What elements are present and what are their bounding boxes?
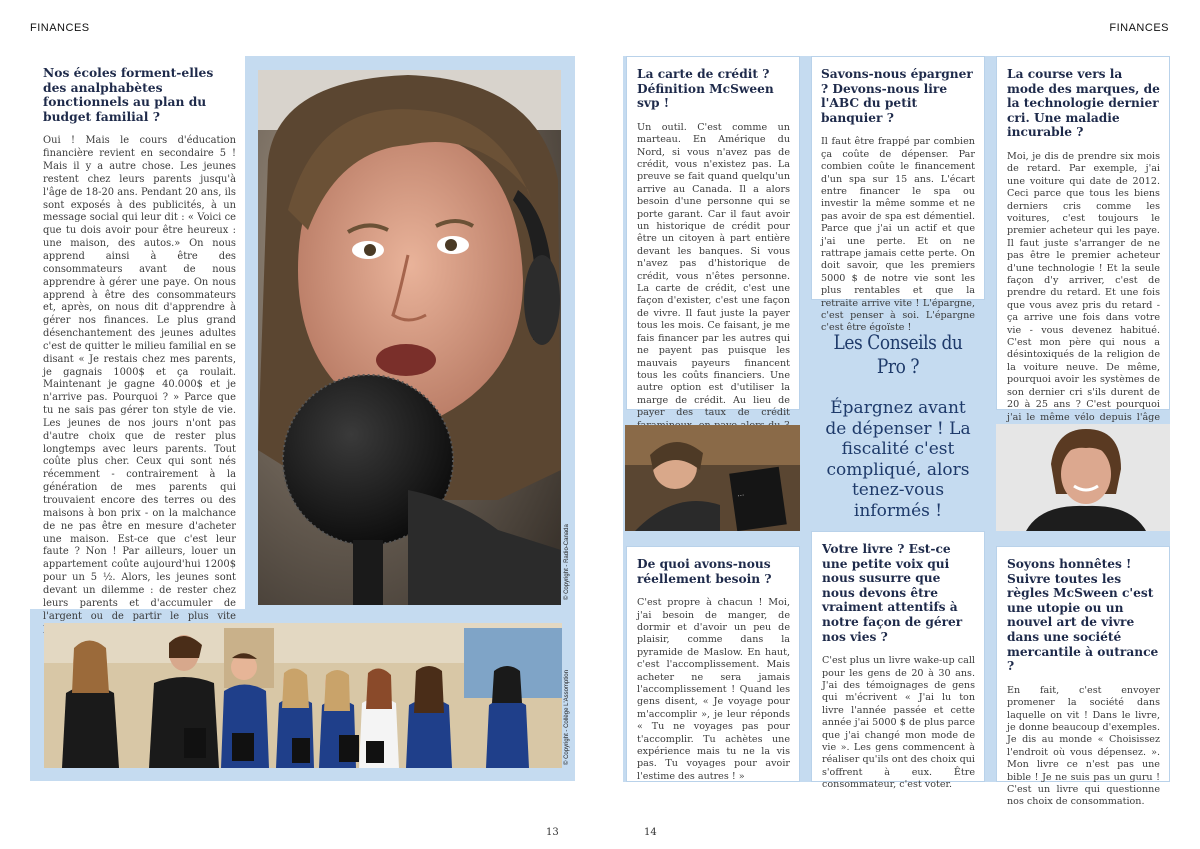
book-photo-illustration — [625, 425, 800, 531]
needs-body: C'est propre à chacun ! Moi, j'ai besoin de manger, de dormir et d'avoir un peu de plaisir, comme dans la pyramide de Maslow. En haut, c'est l'accomplissement. Mais acheter ne sera jamais l'accomplissement ! Quand les gens disent, « Je voyage pour m'accomplir », je leur réponds « Tu ne voyages pas pour t'accomplir. Tu achètes une expérience mais tu ne la vis pas. Tu voyages pour avoir l'estime des autres ! » — [637, 597, 790, 782]
savings-title: Savons-nous épargner ? Devons-nous lire l'ABC du petit banquier ? — [821, 67, 973, 125]
brands-box — [996, 56, 1170, 423]
section-header-left: FINANCES — [30, 22, 90, 34]
honest-box — [996, 546, 1170, 808]
article-title: Nos écoles forment-elles des analphabètes fonctionnels au plan du budget familial ? — [43, 65, 214, 124]
book-box — [811, 531, 985, 791]
pro-tips-text: Épargnez avant de dépenser ! La fiscalité c'est compliqué, alors tenez-vous informés ! — [825, 398, 971, 521]
portrait-credit: © Copyright - Radio-Canada — [564, 524, 570, 600]
honest-title: Soyons honnêtes ! Suivre toutes les règles McSween c'est une utopie ou un nouvel art de vivre dans une société mercantile à outrance ? — [1007, 557, 1159, 674]
needs-box — [626, 546, 800, 782]
pro-tips-title: Les Conseils du Pro ? — [833, 330, 963, 378]
honest-body: En fait, c'est envoyer promener la société dans laquelle on vit ! Dans le livre, je donne beaucoup d'exemples. Je dis au monde « Choisissez l'endroit où vous dépensez. ». Mon livre ce n'est pas une bible ! Je ne suis pas un guru ! C'est un livre qui questionne nos choix de consommation. — [1007, 684, 1160, 808]
brands-body: Moi, je dis de prendre six mois de retard. Par exemple, j'ai une voiture qui date de 2012. Ceci parce que tous les biens derniers cris comme les voitures, c'est toujours le premier acheteur qui les paye. Il faut juste s'arranger de ne pas être le premier acheteur d'une technologie ! Et la seule façon d'y arriver, c'est de prendre du retard. Et une fois que vous avez pris du retard - ça arrive une fois dans votre vie - vous devenez habitué. C'est mon père qui nous a désintoxiqués de la religion de la voiture neuve. De même, pourquoi avoir les systèmes de son dernier cri s'ils durent de 20 à 25 ans ? C'est pourquoi j'ai le même vélo depuis l'âge — [1007, 150, 1160, 423]
book-body: C'est plus un livre wake-up call pour les gens de 20 à 30 ans. J'ai des témoignages de gens qui m'écrivent « J'ai lu ton livre l'année passée et cette année j'ai 5000 $ de plus parce que j'ai changé mon mode de vie ». Les gens commencent à réaliser qu'ils ont des choix qui s'offrent à eux. Être consommateur, c'est voter. — [822, 655, 975, 791]
svg-text:···: ··· — [736, 491, 745, 500]
brands-title: La course vers la mode des marques, de la technologie dernier cri. Une maladie incurable ? — [1007, 67, 1160, 140]
portrait-illustration — [258, 70, 561, 605]
group-illustration — [44, 623, 562, 768]
interview-article-box — [30, 56, 245, 622]
needs-title: De quoi avons-nous réellement besoin ? — [637, 557, 772, 586]
pro-tips — [811, 320, 985, 520]
page-number-right: 14 — [644, 827, 657, 838]
savings-box — [811, 56, 985, 334]
book-photo — [625, 425, 800, 531]
credit-card-title: La carte de crédit ? Définition McSween svp ! — [637, 67, 774, 111]
credit-card-body: Un outil. C'est comme un marteau. En Amérique du Nord, si vous n'avez pas de crédit, vous n'existez pas. La preuve se fait quand quelqu'un arrive au Canada. Il a alors besoin d'une personne qui se porte garant. Car il faut avoir un historique de crédit pour être un citoyen à part entière devant les banques. Si vous n'avez pas d'historique de crédit, vous n'êtes personne. La carte de crédit, c'est une façon d'exister, c'est une façon de vivre. Il faut juste la payer tous les mois. Ce faisant, je me fais financer par les autres qui ne payent pas puisque les mauvais payeurs financent tous les coûts financiers. Une autre option est d'utiliser la marge de crédit. Au lieu de payer des taux de crédit — [637, 121, 790, 419]
group-photo-credit: © Copyright - Collège L'Assomption — [564, 670, 570, 765]
smiling-portrait-illustration — [996, 424, 1170, 531]
portrait-photo — [258, 70, 561, 605]
section-header-right: FINANCES — [1109, 22, 1169, 34]
savings-body: Il faut être frappé par combien ça coûte de dépenser. Par combien coûte le financement d'un spa sur 15 ans. L'écart entre financer le spa ou investir la même somme et ne pas avoir de spa est démentiel. Parce que j'ai un actif et que j'ai une perte. Et on ne rattrape jamais cette perte. On doit savoir, que les premiers 5000 $ de notre vie sont les plus rentables et que la retraite arrive vite ! L'épargne, c'est penser à soi. L'épargne c'est être égoïste ! — [821, 136, 975, 334]
smiling-portrait-photo — [996, 424, 1170, 531]
article-body: Oui ! Mais le cours d'éducation financière revient en secondaire 5 ! Mais il y a autre chose. Les jeunes restent chez leurs parents jusqu'à l'âge de 18-20 ans. Pendant 20 ans, ils sont exposés à des publicités, à un message social qui leur dit : « Voici ce que tu dois avoir pour être heureux : une maison, des autos.» On nous apprend ainsi à être des consommateurs avant de nous apprendre à gérer une paye. On nous apprend à être des consommateurs et, après, on nous dit d'apprendre à gérer nos finances. Le plus grand désenchantement des jeunes adultes c'est de quitter le milieu familial en se disant « Je restais chez mes parents, je gagnais 1000$ et ça roulait. Maintenant je gagne 40.000$ et je n'arrive pas. Pourquoi ? » Parce que tu ne sais pas gérer ton style de vie. Les jeunes de nos jours n'ont pas d'autre choix que de rester plus longtemps avec leurs parents. Tout coûte plus cher. Ceux qui sont nés récemment - contrairement à la génération de mes parents qui trouvaient encore des terres ou des maisons à bon prix - on la malchance de ne pas être en mesure d'acheter une maison. Est-ce que c'est leur faute ? Non ! Par ailleurs, louer un appartement coûte aujourd'hui 1200$ pour un 5 ½. Alors, les jeunes sont devant un dilemme : de rester chez leurs parents et d'accumuler de l'argent ou de partir le plus vite — [43, 135, 236, 622]
group-photo — [44, 623, 562, 768]
book-title: Votre livre ? Est-ce une petite voix qui nous susurre que nous devons être vraiment attentifs à notre façon de gérer nos vies ? — [822, 542, 963, 644]
page-number-left: 13 — [546, 827, 559, 838]
credit-card-box — [626, 56, 800, 419]
